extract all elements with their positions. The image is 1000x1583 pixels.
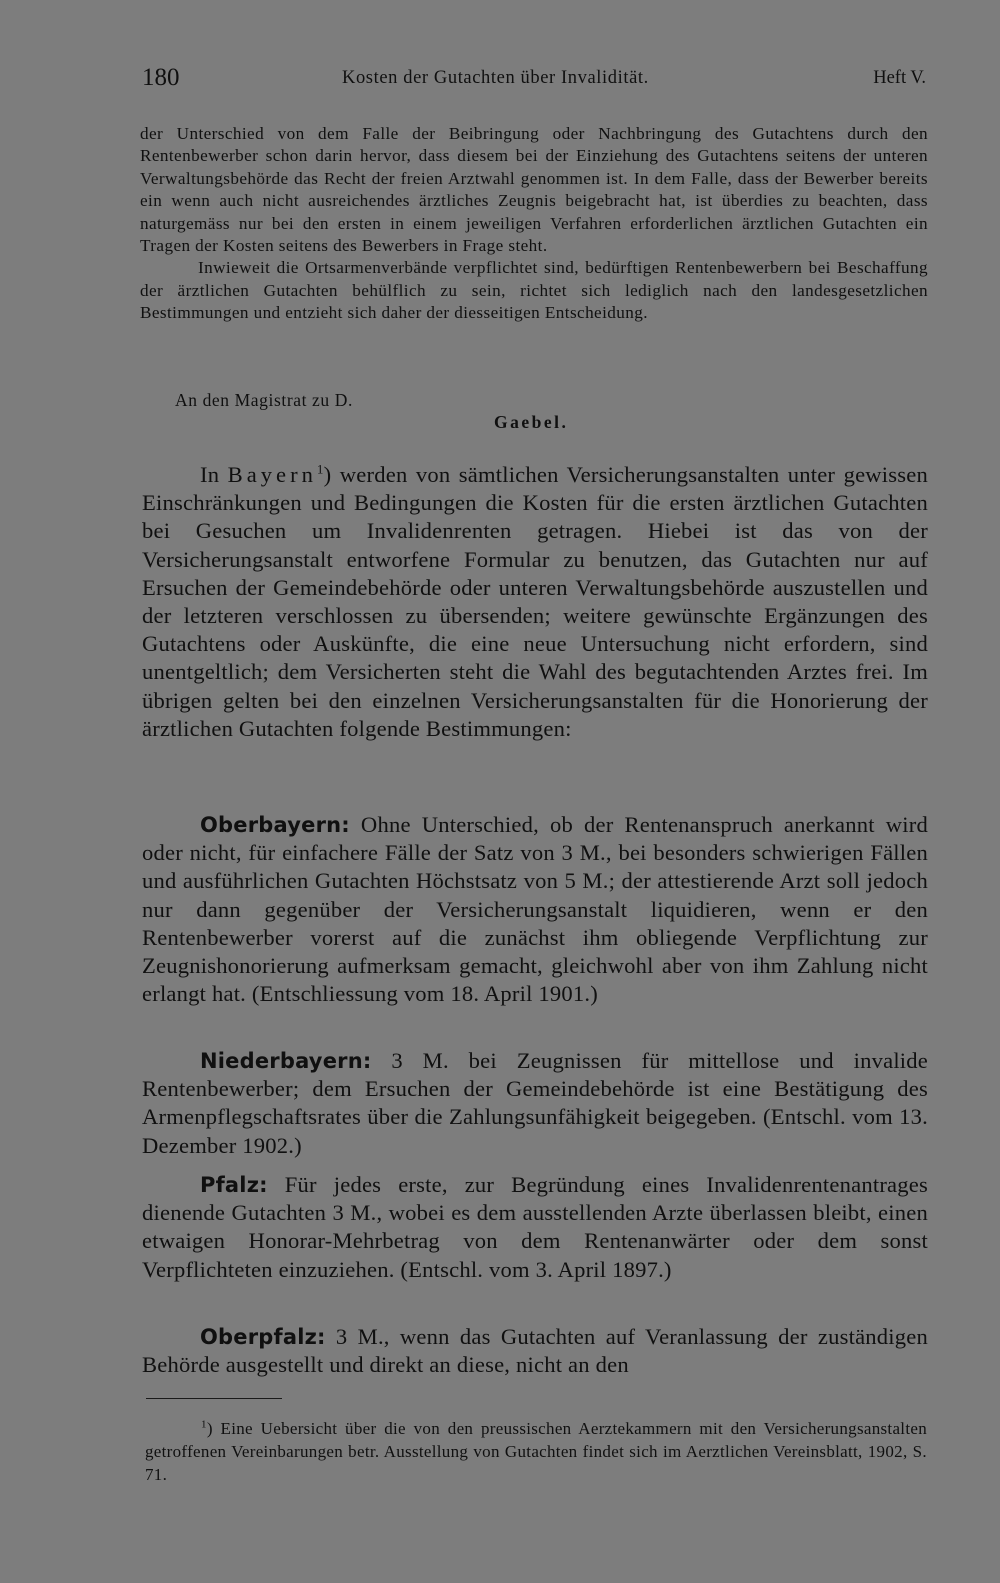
- footnote-text: ) Eine Uebersicht über die von den preussischen Aerztekammern mit den Versicherungsanstalten getroffenen Vereinbarungen betr. Ausstellung von Gutachten findet sich im Aerztlichen Vereinsblatt, 1902, S. 71.: [145, 1419, 927, 1484]
- region-text: Ohne Unterschied, ob der Rentenanspruch anerkannt wird oder nicht, für einfachere Fälle der Satz von 3 M., bei besonders schwierigen Fällen und ausführlichen Gutachten Höchstsatz von 5 M.; der attestierende Arzt soll jedoch nur dann gegenüber der Versicherungsanstalt liquidieren, wenn er den Rentenbewerber vorerst auf die zunächst ihm obliegende Verpflichtung zur Zeugnishonorierung aufmerksam gemacht, gleichwohl aber von ihm Zahlung nicht erlangt hat. (Entschliessung vom 18. April 1901.): [142, 812, 928, 1007]
- region-pfalz: [142, 1171, 928, 1284]
- bayern-term: Bayern: [227, 462, 317, 487]
- footnote: [145, 1418, 927, 1486]
- letter-body: [140, 123, 928, 325]
- main-text: [142, 461, 928, 743]
- region-text: 3 M. bei Zeugnissen für mittellose und invalide Rentenbewerber; dem Ersuchen der Gemeindebehörde ist eine Bestätigung des Armenpflegschaftsrates über die Zahlungsunfähigkeit beigegeben. (Entschl. vom 13. Dezember 1902.): [142, 1048, 928, 1158]
- footnote-divider: [146, 1398, 282, 1399]
- region-oberbayern: [142, 811, 928, 1008]
- running-title: Kosten der Gutachten über Invalidität.: [342, 68, 649, 88]
- bayern-paragraph: [142, 461, 928, 743]
- page-header: [142, 64, 928, 98]
- letter-paragraph-1: der Unterschied von dem Falle der Beibringung oder Nachbringung des Gutachtens durch den Rentenbewerber schon darin hervor, dass diesem bei der Einziehung des Gutachtens seitens der unteren Verwaltungsbehörde das Recht der freien Arztwahl genommen ist. In dem Falle, dass der Bewerber bereits ein wenn auch nicht ausreichendes ärztliches Zeugnis beigebracht hat, ist überdies zu beachten, dass naturgemäss nur bei den ersten in einem jeweiligen Verfahren erforderlichen ärztlichen Gutachten ein Tragen der Kosten seitens des Bewerbers in Frage steht.: [140, 124, 928, 256]
- letter-signature: Gaebel.: [494, 412, 569, 432]
- letter-paragraph-2: Inwieweit die Ortsarmenverbände verpflichtet sind, bedürftigen Rentenbewerbern bei Beschaffung der ärztlichen Gutachten behülflich zu sein, richtet sich lediglich nach den landesgesetzlichen Bestimmungen und entzieht sich daher der diesseitigen Entscheidung.: [140, 258, 928, 323]
- region-oberpfalz: [142, 1323, 928, 1379]
- footnote-ref: 1: [316, 461, 324, 477]
- region-name: Niederbayern:: [200, 1049, 372, 1073]
- page-number: 180: [142, 64, 180, 91]
- bayern-text: ) werden von sämtlichen Versicherungsanstalten unter gewissen Einschränkungen und Bedingungen die Kosten für die ersten ärztlichen Gutachten bei Gesuchen um Invalidenrenten getragen. Hiebei ist das von der Versicherungsanstalt entworfene Formular zu benutzen, das Gutachten nur auf Ersuchen der Gemeindebehörde oder unteren Verwaltungsbehörde auszustellen und der letzteren verschlossen zu übersenden; weitere gewünschte Ergänzungen des Gutachtens oder Auskünfte, die eine neue Untersuchung nicht erfordern, sind unentgeltlich; dem Versicherten steht die Wahl des begutachtenden Arztes frei. Im übrigen gelten bei den einzelnen Versicherungsanstalten für die Honorierung der ärztlichen Gutachten folgende Bestimmungen:: [142, 462, 928, 741]
- letter-address: An den Magistrat zu D.: [175, 390, 353, 410]
- footnote-marker: 1: [201, 1418, 207, 1431]
- region-niederbayern: [142, 1047, 928, 1160]
- region-text: 3 M., wenn das Gutachten auf Veranlassung der zuständigen Behörde ausgestellt und direkt an diese, nicht an den: [142, 1324, 928, 1378]
- issue-label: Heft V.: [873, 68, 926, 88]
- region-text: Für jedes erste, zur Begründung eines Invalidenrentenantrages dienende Gutachten 3 M., wobei es dem ausstellenden Arzte überlassen bleibt, einen etwaigen Honorar-Mehrbetrag von dem Rentenanwärter oder dem sonst Verpflichteten einzuziehen. (Entschl. vom 3. April 1897.): [142, 1172, 928, 1282]
- intro-prefix: In: [200, 462, 220, 487]
- region-name: Pfalz:: [200, 1173, 268, 1197]
- region-name: Oberpfalz:: [200, 1325, 326, 1349]
- region-name: Oberbayern:: [200, 813, 350, 837]
